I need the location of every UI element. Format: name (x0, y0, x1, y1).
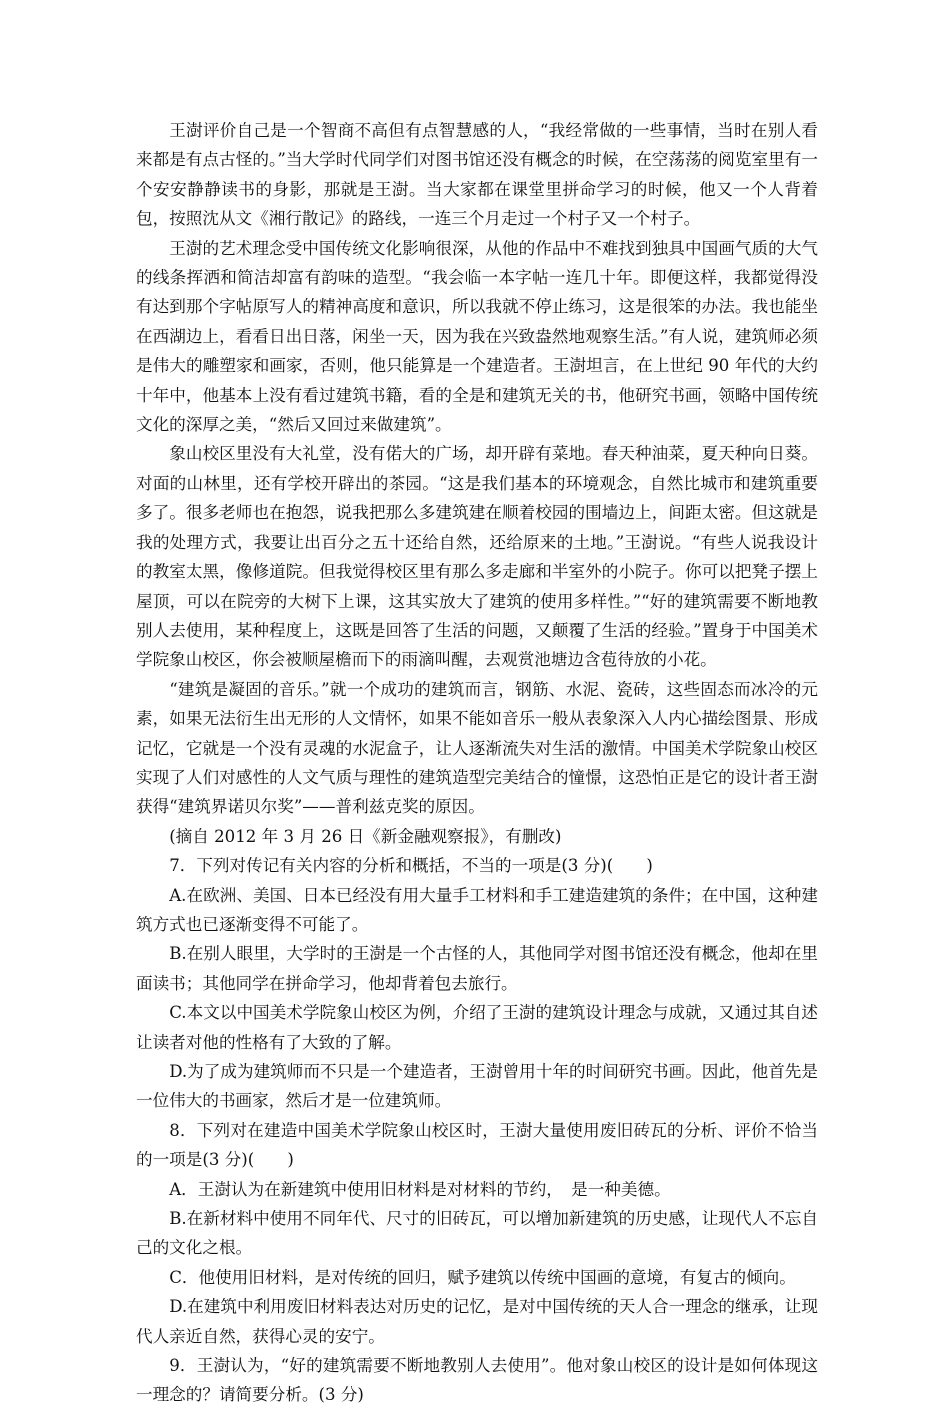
question-7-option-d: D.为了成为建筑师而不只是一个建造者，王澍曾用十年的时间研究书画。因此，他首先是一位伟大的书画家，然后才是一位建筑师。 (136, 1062, 818, 1111)
article-paragraph: 王澍的艺术理念受中国传统文化影响很深，从他的作品中不难找到独具中国画气质的大气的线条挥洒和简洁却富有韵味的造型。“我会临一本字帖一连几十年。即便这样，我都觉得没有达到那个字帖原写人的精神高度和意识，所以我就不停止练习，这是很笨的办法。我也能坐在西湖边上，看看日出日落，闲坐一天，因为我在兴致盎然地观察生活。”有人说，建筑师必须是伟大的雕塑家和画家，否则，他只能算是一个建造者。王澍坦言，在上世纪 90 年代的大约十年中，他基本上没有看过建筑书籍，看的全是和建筑无关的书，他研究书画，领略中国传统文化的深厚之美，“然后又回过来做建筑”。 (136, 238, 818, 435)
article-source: (摘自 2012 年 3 月 26 日《新金融观察报》，有删改) (169, 826, 562, 846)
question-8-option-c: C．他使用旧材料，是对传统的回归，赋予建筑以传统中国画的意境，有复古的倾向。 (169, 1267, 796, 1287)
question-8-option-d: D.在建筑中利用废旧材料表达对历史的记忆，是对中国传统的天人合一理念的继承，让现代人亲近自然，获得心灵的安宁。 (136, 1297, 818, 1346)
question-7-option-a: A.在欧洲、美国、日本已经没有用大量手工材料和手工建造建筑的条件；在中国，这种建筑方式也已逐渐变得不可能了。 (136, 885, 818, 934)
question-7-option-c: C.本文以中国美术学院象山校区为例，介绍了王澍的建筑设计理念与成就，又通过其自述让读者对他的性格有了大致的了解。 (136, 1003, 818, 1052)
question-8-option-a: A．王澍认为在新建筑中使用旧材料是对材料的节约， 是一种美德。 (169, 1179, 671, 1199)
article-paragraph: 王澍评价自己是一个智商不高但有点智慧感的人，“我经常做的一些事情，当时在别人看来都是有点古怪的。”当大学时代同学们对图书馆还没有概念的时候，在空荡荡的阅览室里有一个安安静静读书的身影，那就是王澍。当大家都在课堂里拼命学习的时候，他又一个人背着包，按照沈从文《湘行散记》的路线，一连三个月走过一个村子又一个村子。 (136, 121, 818, 229)
question-8-stem: 8．下列对在建造中国美术学院象山校区时，王澍大量使用废旧砖瓦的分析、评价不恰当的一项是(3 分)( ) (136, 1120, 818, 1170)
document-page (136, 116, 818, 1410)
article-paragraph: “建筑是凝固的音乐。”就一个成功的建筑而言，钢筋、水泥、瓷砖，这些固态而冰冷的元素，如果无法衍生出无形的人文情怀，如果不能如音乐一般从表象深入人内心描绘图景、形成记忆，它就是一个没有灵魂的水泥盒子，让人逐渐流失对生活的激情。中国美术学院象山校区实现了人们对感性的人文气质与理性的建筑造型完美结合的憧憬，这恐怕正是它的设计者王澍获得“建筑界诺贝尔奖”——普利兹克奖的原因。 (136, 679, 818, 817)
article-paragraph: 象山校区里没有大礼堂，没有偌大的广场，却开辟有菜地。春天种油菜，夏天种向日葵。对面的山林里，还有学校开辟出的茶园。“这是我们基本的环境观念，自然比城市和建筑重要多了。很多老师也在抱怨，说我把那么多建筑建在顺着校园的围墙边上，间距太密。但这就是我的处理方式，我要让出百分之五十还给自然，还给原来的土地。”王澍说。“有些人说我设计的教室太黑，像修道院。但我觉得校区里有那么多走廊和半室外的小院子。你可以把凳子摆上屋顶，可以在院旁的大树下上课，这其实放大了建筑的使用多样性。”“好的建筑需要不断地教别人去使用，某种程度上，这既是回答了生活的问题，又颠覆了生活的经验。”置身于中国美术学院象山校区，你会被顺屋檐而下的雨滴叫醒，去观赏池塘边含苞待放的小花。 (136, 444, 818, 670)
question-8-option-b: B.在新材料中使用不同年代、尺寸的旧砖瓦，可以增加新建筑的历史感，让现代人不忘自己的文化之根。 (136, 1209, 818, 1258)
question-9-stem: 9．王澍认为，“好的建筑需要不断地教别人去使用”。他对象山校区的设计是如何体现这一理念的？请简要分析。(3 分) (136, 1356, 818, 1405)
question-7-stem: 7．下列对传记有关内容的分析和概括，不当的一项是(3 分)( ) (169, 856, 653, 876)
question-7-option-b: B.在别人眼里，大学时的王澍是一个古怪的人，其他同学对图书馆还没有概念，他却在里面读书；其他同学在拼命学习，他却背着包去旅行。 (136, 944, 818, 993)
